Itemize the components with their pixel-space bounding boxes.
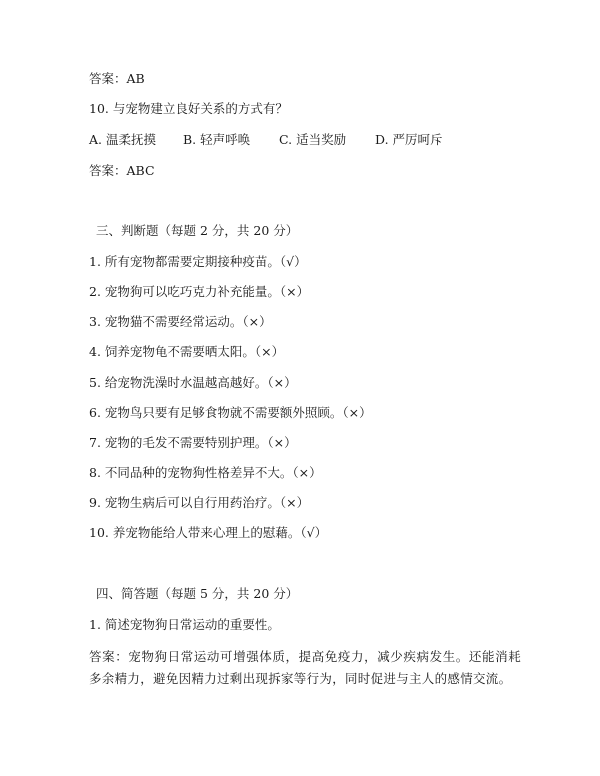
judgement-item: 4. 饲养宠物龟不需要晒太阳。（×） bbox=[89, 344, 285, 359]
judgement-item: 8. 不同品种的宠物狗性格差异不大。（×） bbox=[89, 465, 322, 480]
option-a: A. 温柔抚摸 bbox=[89, 132, 156, 147]
option-d: D. 严厉呵斥 bbox=[375, 132, 443, 147]
section-3-title: 三、判断题（每题 2 分，共 20 分） bbox=[96, 223, 299, 238]
question-10-answer: 答案：ABC bbox=[89, 163, 155, 178]
judgement-item: 10. 养宠物能给人带来心理上的慰藉。（√） bbox=[89, 525, 328, 540]
judgement-item: 1. 所有宠物都需要定期接种疫苗。（√） bbox=[89, 254, 307, 269]
judgement-item: 6. 宠物鸟只要有足够食物就不需要额外照顾。（×） bbox=[89, 405, 372, 420]
short-answer-question-1: 1. 简述宠物狗日常运动的重要性。 bbox=[89, 617, 280, 632]
judgement-item: 9. 宠物生病后可以自行用药治疗。（×） bbox=[89, 495, 310, 510]
short-answer-1-answer: 答案：宠物狗日常运动可增强体质，提高免疫力，减少疾病发生。还能消耗多余精力，避免因精力过剩出现拆家等行为，同时促进与主人的感情交流。 bbox=[89, 649, 521, 686]
section-4-title: 四、简答题（每题 5 分，共 20 分） bbox=[96, 586, 299, 601]
question-10: 10. 与宠物建立良好关系的方式有？ bbox=[89, 101, 288, 116]
question-10-options bbox=[89, 131, 443, 149]
option-c: C. 适当奖励 bbox=[279, 132, 347, 147]
judgement-item: 3. 宠物猫不需要经常运动。（×） bbox=[89, 314, 272, 329]
judgement-item: 2. 宠物狗可以吃巧克力补充能量。（×） bbox=[89, 284, 310, 299]
option-b: B. 轻声呼唤 bbox=[183, 132, 251, 147]
judgement-item: 5. 给宠物洗澡时水温越高越好。（×） bbox=[89, 375, 297, 390]
judgement-item: 7. 宠物的毛发不需要特别护理。（×） bbox=[89, 435, 297, 450]
previous-answer: 答案：AB bbox=[89, 71, 145, 86]
